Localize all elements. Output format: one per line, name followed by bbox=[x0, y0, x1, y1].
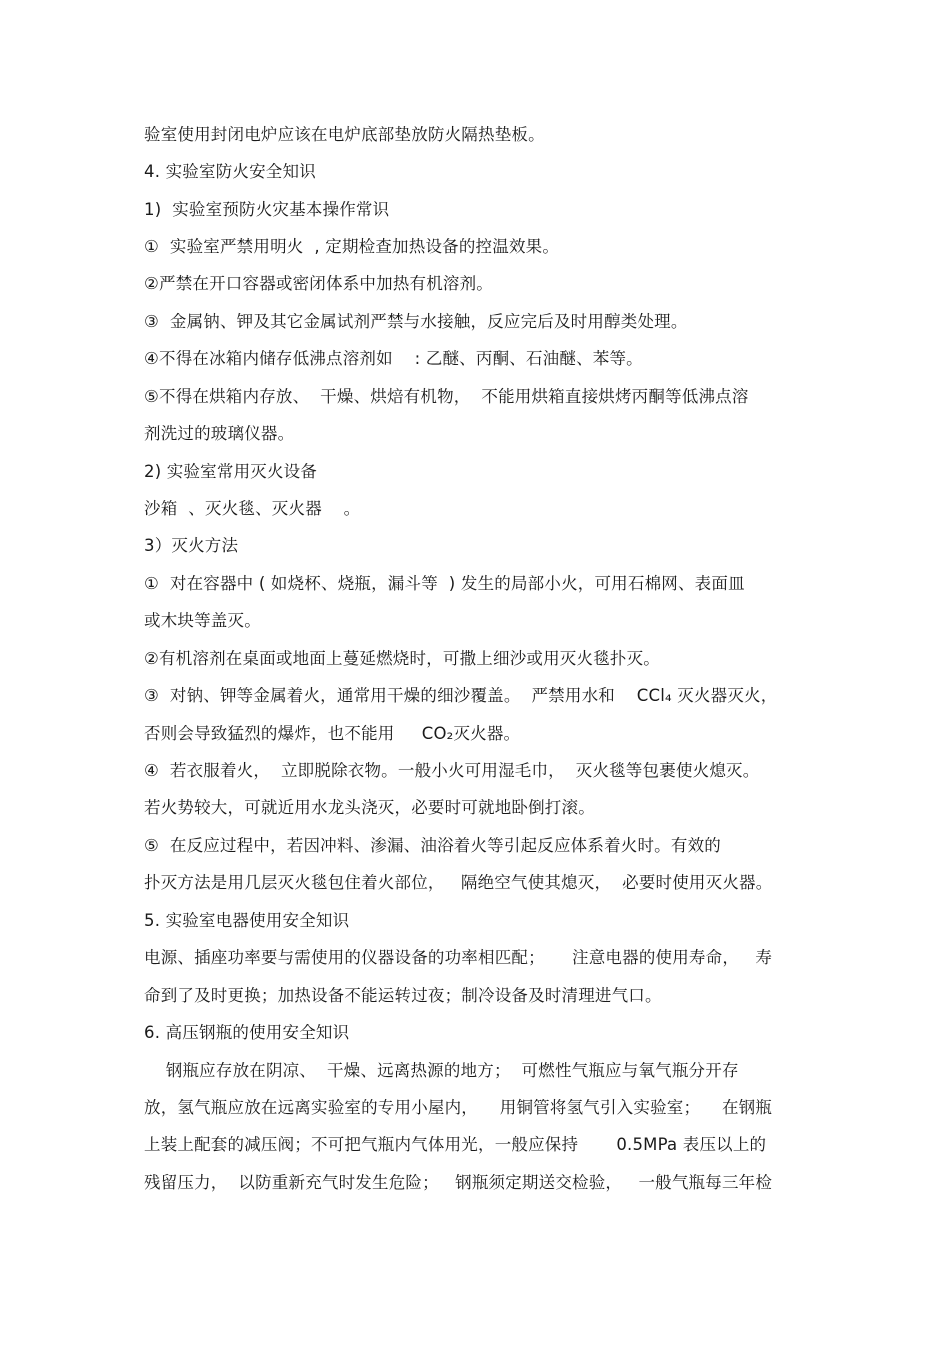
list-item: ① 实验室严禁用明火 , 定期检查加热设备的控温效果。 bbox=[144, 237, 560, 256]
list-item: ① 对在容器中 ( 如烧杯、烧瓶，漏斗等 ) 发生的局部小火，可用石棉网、表面皿 bbox=[144, 574, 745, 593]
list-item: ④ 若衣服着火， 立即脱除衣物。一般小火可用湿毛巾， 灭火毯等包裹使火熄灭。 bbox=[144, 761, 760, 780]
section-heading: 4. 实验室防火安全知识 bbox=[144, 162, 316, 181]
text-line: 剂洗过的玻璃仪器。 bbox=[144, 424, 295, 443]
text-line: 或木块等盖灭。 bbox=[144, 611, 261, 630]
list-item: ⑤ 在反应过程中，若因冲料、渗漏、油浴着火等引起反应体系着火时。有效的 bbox=[144, 836, 721, 855]
text-line: 电源、插座功率要与需使用的仪器设备的功率相匹配； 注意电器的使用寿命， 寿 bbox=[144, 948, 773, 967]
list-item: ③ 金属钠、钾及其它金属试剂严禁与水接触，反应完后及时用醇类处理。 bbox=[144, 312, 688, 331]
list-item: ②有机溶剂在桌面或地面上蔓延燃烧时，可撒上细沙或用灭火毯扑灭。 bbox=[144, 649, 660, 668]
text-line: 放，氢气瓶应放在远离实验室的专用小屋内， 用铜管将氢气引入实验室； 在钢瓶 bbox=[144, 1098, 773, 1117]
subsection-heading: 3）灭火方法 bbox=[144, 536, 239, 555]
text-line: 否则会导致猛烈的爆炸，也不能用 CO₂灭火器。 bbox=[144, 724, 521, 743]
subsection-heading: 2) 实验室常用灭火设备 bbox=[144, 462, 318, 481]
text-line: 钢瓶应存放在阴凉、 干燥、远离热源的地方； 可燃性气瓶应与氧气瓶分开存 bbox=[144, 1061, 739, 1080]
text-line: 上装上配套的减压阀；不可把气瓶内气体用光，一般应保持 0.5MPa 表压以上的 bbox=[144, 1135, 767, 1154]
subsection-heading: 1) 实验室预防火灾基本操作常识 bbox=[144, 200, 390, 219]
list-item: ④不得在冰箱内储存低沸点溶剂如 : 乙醚、丙酮、石油醚、苯等。 bbox=[144, 349, 643, 368]
text-line: 残留压力， 以防重新充气时发生危险； 钢瓶须定期送交检验， 一般气瓶每三年检 bbox=[144, 1173, 773, 1192]
section-heading: 6. 高压钢瓶的使用安全知识 bbox=[144, 1023, 350, 1042]
text-line: 命到了及时更换；加热设备不能运转过夜；制冷设备及时清理进气口。 bbox=[144, 986, 662, 1005]
text-line: 扑灭方法是用几层灭火毯包住着火部位， 隔绝空气使其熄灭， 必要时使用灭火器。 bbox=[144, 873, 773, 892]
list-item: ②严禁在开口容器或密闭体系中加热有机溶剂。 bbox=[144, 274, 493, 293]
list-item: ③ 对钠、钾等金属着火，通常用干燥的细沙覆盖。 严禁用水和 CCl₄ 灭火器灭火， bbox=[144, 686, 778, 705]
text-line: 若火势较大，可就近用水龙头浇灭，必要时可就地卧倒打滚。 bbox=[144, 798, 595, 817]
section-heading: 5. 实验室电器使用安全知识 bbox=[144, 911, 350, 930]
list-item: ⑤不得在烘箱内存放、 干燥、烘焙有机物， 不能用烘箱直接烘烤丙酮等低沸点溶 bbox=[144, 387, 749, 406]
text-line: 沙箱 、灭火毯、灭火器 。 bbox=[144, 499, 361, 518]
text-line: 验室使用封闭电炉应该在电炉底部垫放防火隔热垫板。 bbox=[144, 125, 545, 144]
